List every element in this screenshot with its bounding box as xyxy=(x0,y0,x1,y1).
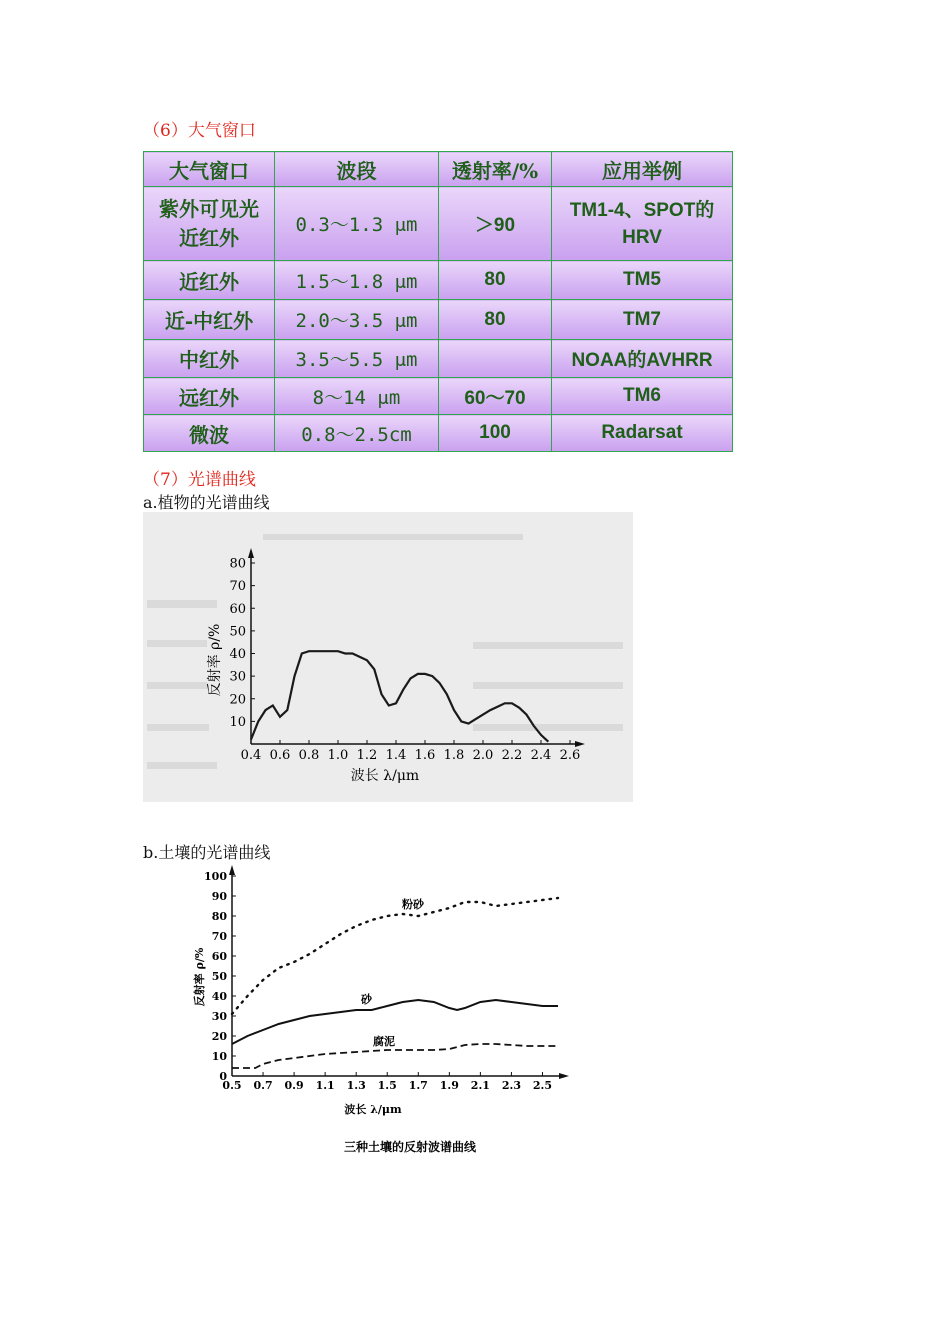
transmittance-cell: 100 xyxy=(439,415,552,452)
y-tick-label: 30 xyxy=(211,1009,227,1023)
application-cell: TM1-4、SPOT的 HRV xyxy=(552,187,733,261)
band-cell: 8～14 μm xyxy=(275,378,439,415)
sand-series-label: 砂 xyxy=(361,993,372,1006)
subheading-b: b.土壤的光谱曲线 xyxy=(143,843,271,862)
application-cell: NOAA的AVHRR xyxy=(552,340,733,378)
y-tick-label: 10 xyxy=(211,1049,227,1063)
atmospheric-window-table xyxy=(143,151,733,452)
x-tick-label: 0.6 xyxy=(269,748,291,763)
soil-spectral-chart xyxy=(185,862,580,1162)
table-row xyxy=(144,300,733,340)
chart-b-ylabel: 反射率 ρ/% xyxy=(193,947,206,1007)
y-tick-label: 60 xyxy=(229,601,246,617)
y-tick-label: 60 xyxy=(211,949,227,963)
vegetation-spectral-chart xyxy=(143,512,633,802)
transmittance-cell: ＞90 xyxy=(439,187,552,261)
x-tick-label: 1.9 xyxy=(439,1079,459,1092)
section-7-heading: （7）光谱曲线 xyxy=(143,470,256,490)
x-tick-label: 1.3 xyxy=(346,1079,366,1092)
x-tick-label: 2.4 xyxy=(530,748,552,763)
subheading-a: a.植物的光谱曲线 xyxy=(143,493,270,512)
table-row xyxy=(144,340,733,378)
chart-b-xlabel: 波长 λ/μm xyxy=(344,1103,402,1116)
x-tick-label: 1.7 xyxy=(408,1079,428,1092)
transmittance-cell xyxy=(439,340,552,378)
y-tick-label: 20 xyxy=(229,692,246,708)
band-cell: 0.3～1.3 μm xyxy=(275,187,439,261)
table-header-row xyxy=(144,152,733,187)
application-cell: TM7 xyxy=(552,300,733,340)
x-tick-label: 1.8 xyxy=(443,748,465,763)
x-axis-arrow xyxy=(559,1073,569,1079)
window-name-cell: 近红外 xyxy=(144,261,275,300)
table-row xyxy=(144,378,733,415)
x-tick-label: 0.8 xyxy=(298,748,320,763)
header-cell: 透射率/% xyxy=(439,152,552,187)
window-name-cell: 中红外 xyxy=(144,340,275,378)
x-tick-label: 2.0 xyxy=(472,748,494,763)
band-cell: 0.8～2.5cm xyxy=(275,415,439,452)
table-row xyxy=(144,415,733,452)
silt-series-label: 粉砂 xyxy=(402,898,424,911)
band-cell: 3.5～5.5 μm xyxy=(275,340,439,378)
band-cell: 2.0～3.5 μm xyxy=(275,300,439,340)
transmittance-cell: 80 xyxy=(439,261,552,300)
silt-series-line xyxy=(232,898,558,1014)
application-cell: TM6 xyxy=(552,378,733,415)
x-tick-label: 0.9 xyxy=(284,1079,304,1092)
x-tick-label: 2.1 xyxy=(470,1079,490,1092)
chart-a-ylabel: 反射率 ρ/% xyxy=(207,623,223,697)
section-6-heading: （6）大气窗口 xyxy=(143,121,256,141)
x-tick-label: 0.7 xyxy=(253,1079,273,1092)
y-axis-arrow xyxy=(229,865,235,875)
chart-a-xlabel: 波长 λ/μm xyxy=(350,768,420,784)
transmittance-cell: 60～70 xyxy=(439,378,552,415)
x-tick-label: 1.4 xyxy=(385,748,407,763)
y-tick-label: 50 xyxy=(229,624,246,640)
x-tick-label: 0.5 xyxy=(222,1079,242,1092)
chart-b-axes xyxy=(204,865,569,1092)
application-cell: TM5 xyxy=(552,261,733,300)
y-tick-label: 20 xyxy=(211,1029,227,1043)
x-tick-label: 1.2 xyxy=(356,748,378,763)
x-tick-label: 1.0 xyxy=(327,748,349,763)
x-tick-label: 2.2 xyxy=(501,748,523,763)
window-name-cell: 远红外 xyxy=(144,378,275,415)
window-name-cell: 近-中红外 xyxy=(144,300,275,340)
x-tick-label: 0.4 xyxy=(240,748,262,763)
y-tick-label: 30 xyxy=(229,669,246,685)
table-row xyxy=(144,261,733,300)
table-row xyxy=(144,187,733,261)
y-tick-label: 70 xyxy=(211,929,227,943)
muck-series-line xyxy=(232,1044,558,1068)
y-tick-label: 90 xyxy=(211,889,227,903)
x-tick-label: 1.6 xyxy=(414,748,436,763)
y-tick-label: 0 xyxy=(219,1069,227,1083)
window-name-cell: 紫外可见光 近红外 xyxy=(144,187,275,261)
sand-series-line xyxy=(232,1000,558,1044)
muck-series-label: 腐泥 xyxy=(373,1035,395,1048)
y-tick-label: 70 xyxy=(229,579,246,595)
band-cell: 1.5～1.8 μm xyxy=(275,261,439,300)
y-tick-label: 40 xyxy=(211,989,227,1003)
y-tick-label: 40 xyxy=(229,647,246,663)
x-tick-label: 2.6 xyxy=(559,748,581,763)
x-tick-label: 2.5 xyxy=(532,1079,553,1092)
y-tick-label: 50 xyxy=(211,969,227,983)
chart-b-title: 三种土壤的反射波谱曲线 xyxy=(343,1140,477,1154)
window-name-cell: 微波 xyxy=(144,415,275,452)
x-tick-label: 1.5 xyxy=(377,1079,397,1092)
x-tick-label: 2.3 xyxy=(501,1079,521,1092)
y-tick-label: 10 xyxy=(229,714,246,730)
y-tick-label: 80 xyxy=(211,909,227,923)
application-cell: Radarsat xyxy=(552,415,733,452)
transmittance-cell: 80 xyxy=(439,300,552,340)
x-tick-label: 1.1 xyxy=(315,1079,335,1092)
header-cell: 大气窗口 xyxy=(144,152,275,187)
y-tick-label: 80 xyxy=(229,556,246,572)
header-cell: 波段 xyxy=(275,152,439,187)
y-tick-label: 100 xyxy=(204,869,227,883)
header-cell: 应用举例 xyxy=(552,152,733,187)
